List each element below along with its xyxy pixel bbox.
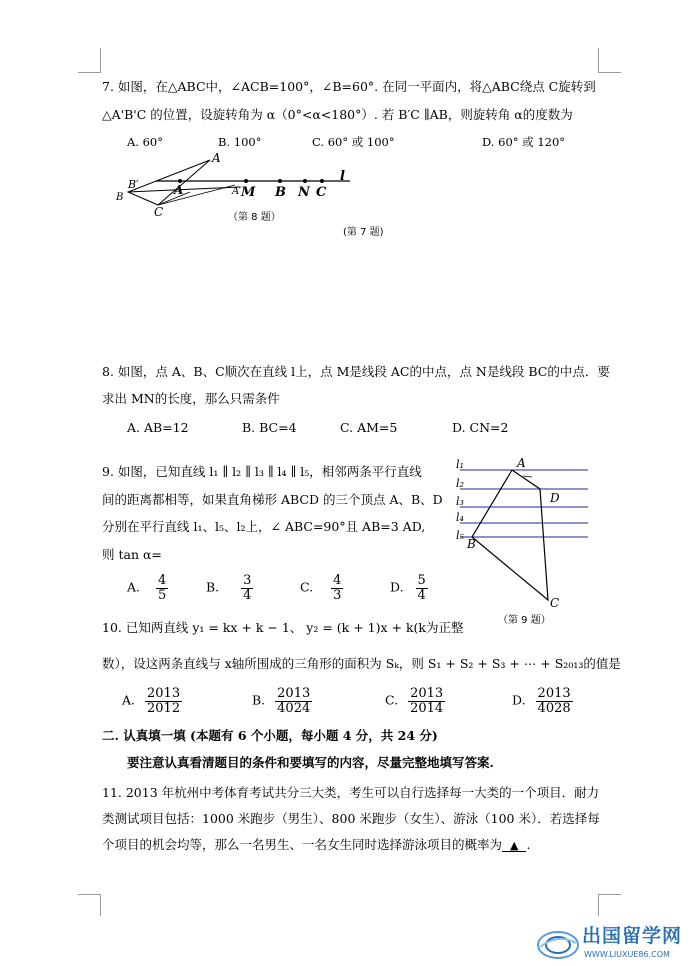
numerator: 2013	[410, 686, 444, 701]
watermark-brand: 出国留学网	[582, 925, 683, 947]
q7-option-c: C. 60° 或 100°	[312, 135, 395, 149]
q8-label-m: M	[241, 185, 256, 200]
q8-point-n	[303, 179, 307, 183]
denominator: 4	[417, 587, 426, 603]
crop-mark	[598, 894, 621, 895]
q9-option-a	[127, 574, 168, 602]
q8-point-m	[244, 179, 248, 183]
crop-mark	[78, 894, 101, 895]
q8-point-b	[278, 179, 282, 183]
q8-label-aprime: A′	[232, 186, 242, 197]
q8-label-l: l	[340, 169, 345, 184]
q10-option-d	[512, 687, 573, 715]
q9-label-a: A	[517, 456, 526, 470]
denominator: 3	[333, 587, 342, 603]
q9-label-d: D	[550, 491, 560, 505]
crop-mark	[598, 48, 599, 73]
fraction	[536, 687, 573, 715]
q9-option-d	[390, 574, 428, 602]
q9-angle-mark	[523, 476, 532, 477]
q7-figure-caption: (第 7 题)	[343, 227, 384, 238]
fraction	[156, 574, 168, 602]
crop-mark	[598, 894, 599, 916]
option-letter: C.	[300, 579, 314, 595]
q7-triangle-abc	[128, 160, 210, 205]
fraction	[331, 574, 343, 602]
q8-label-n: N	[298, 185, 310, 200]
q11-stem-line1: 11. 2013 年杭州中考体育考试共分三大类，考生可以自行选择每一大类的一个项目．耐力	[102, 785, 600, 800]
crop-mark	[78, 72, 101, 73]
q7-option-d: D. 60° 或 120°	[482, 135, 566, 149]
q11-stem-text: 个项目的机会均等，那么一名男生、一名女生同时选择游泳项目的概率为	[102, 837, 503, 852]
q10-option-b	[252, 687, 312, 715]
crop-mark	[100, 48, 101, 73]
q7-q8-figure	[110, 150, 370, 240]
watermark-logo	[536, 925, 698, 966]
q7-label-a: A	[212, 151, 221, 165]
q10-option-a	[122, 687, 182, 715]
q8-point-c	[320, 179, 324, 183]
q9-label-l4: l₄	[456, 511, 464, 524]
q7-option-a: A. 60°	[127, 135, 163, 149]
q7-label-b: B	[116, 192, 124, 203]
q9-option-c	[300, 574, 343, 602]
q9-stem-line1: 9. 如图，已知直线 l₁ ∥ l₂ ∥ l₃ ∥ l₄ ∥ l₅，相邻两条平行直线	[102, 464, 422, 479]
option-letter: D.	[390, 579, 404, 595]
q11-stem-line2: 类测试项目包括：1000 米跑步（男生）、800 米跑步（女生）、游泳（100 米）．若选择每	[102, 811, 600, 826]
q8-option-a: A. AB=12	[127, 420, 189, 435]
option-letter: A.	[122, 692, 136, 708]
q9-label-b: B	[467, 537, 476, 551]
crop-mark	[100, 894, 101, 916]
numerator: 2013	[147, 686, 181, 701]
fraction	[145, 687, 182, 715]
q9-stem-line3: 分别在平行直线 l₁、l₅、l₂上，∠ ABC=90°且 AB=3 AD,	[102, 519, 426, 534]
watermark-url: WWW.LIUXUE86.COM	[584, 950, 670, 959]
q9-option-b	[206, 574, 253, 602]
section2-title: 二. 认真填一填 (本题有 6 个小题，每小题 4 分，共 24 分)	[102, 728, 438, 743]
denominator: 4	[243, 587, 252, 603]
q9-figure	[452, 455, 597, 615]
fraction	[275, 687, 312, 715]
q9-label-l2: l₂	[456, 477, 464, 490]
q9-label-c: C	[550, 596, 560, 610]
q11-blank-marker: ▲	[510, 839, 519, 852]
q10-stem-line1: 10. 已知两直线 y₁ = kx + k − 1、 y₂ = (k + 1)x + k(k为正整	[102, 620, 464, 635]
denominator: 2014	[410, 700, 444, 716]
q8-option-b: B. BC=4	[242, 420, 297, 435]
q11-end: .	[526, 837, 531, 852]
denominator: 2012	[147, 700, 181, 716]
numerator: 2013	[537, 686, 571, 701]
denominator: 4024	[277, 700, 311, 716]
numerator: 4	[158, 573, 167, 588]
q8-option-d: D. CN=2	[452, 420, 509, 435]
q9-label-l1: l₁	[456, 458, 464, 471]
q8-label-b: B	[275, 185, 286, 200]
q10-option-c	[385, 687, 445, 715]
numerator: 2013	[277, 686, 311, 701]
q8-stem-line1: 8. 如图，点 A、B、C顺次在直线 l上，点 M是线段 AC的中点，点 N是线段 BC的中点．要	[102, 364, 610, 379]
q8-stem-line2: 求出 MN的长度，那么只需条件	[102, 391, 280, 406]
option-letter: B.	[206, 579, 220, 595]
option-letter: B.	[252, 692, 266, 708]
denominator: 5	[158, 587, 167, 603]
option-letter: A.	[127, 579, 141, 595]
q8-label-c: C	[316, 185, 327, 200]
q9-stem-line2: 间的距离都相等，如果直角梯形 ABCD 的三个顶点 A、B、D	[102, 492, 443, 507]
q11-stem-line3	[102, 839, 530, 852]
q7-stem-line2: △A'B'C 的位置，设旋转角为 α（0°<α<180°）. 若 B′C ∥AB，则旋转角 α的度数为	[102, 107, 573, 122]
numerator: 3	[243, 573, 252, 588]
q8-label-a: A	[174, 183, 184, 197]
numerator: 4	[333, 573, 342, 588]
q9-label-l3: l₃	[456, 495, 464, 508]
option-letter: C.	[385, 692, 399, 708]
crop-mark	[598, 72, 621, 73]
fraction	[408, 687, 445, 715]
q8-option-c: C. AM=5	[340, 420, 398, 435]
q11-answer-blank	[502, 840, 526, 852]
q7-label-bprime: B′	[128, 178, 139, 191]
q8-figure-caption: （第 8 题）	[228, 212, 281, 223]
q7-side	[128, 187, 240, 192]
section2-note: 要注意认真看清题目的条件和要填写的内容，尽量完整地填写答案.	[127, 755, 494, 770]
q9-stem-line4: 则 tan α=	[102, 547, 162, 562]
q7-option-b: B. 100°	[218, 135, 262, 149]
q7-label-c: C	[154, 205, 164, 219]
denominator: 4028	[537, 700, 571, 716]
q9-figure-caption: （第 9 题）	[498, 615, 551, 626]
fraction	[416, 574, 428, 602]
numerator: 5	[417, 573, 426, 588]
globe-icon	[536, 927, 580, 961]
fraction	[241, 574, 253, 602]
q9-label-l5: l₅	[456, 529, 464, 542]
q7-stem-line1: 7. 如图，在△ABC中，∠ACB=100°，∠B=60°. 在同一平面内，将△ABC绕点 C旋转到	[102, 79, 596, 94]
option-letter: D.	[512, 692, 526, 708]
q10-stem-line2: 数），设这两条直线与 x轴所围成的三角形的面积为 Sₖ，则 S₁ + S₂ + S₃ + ⋯ + S₂₀₁₃的值是	[102, 656, 621, 671]
